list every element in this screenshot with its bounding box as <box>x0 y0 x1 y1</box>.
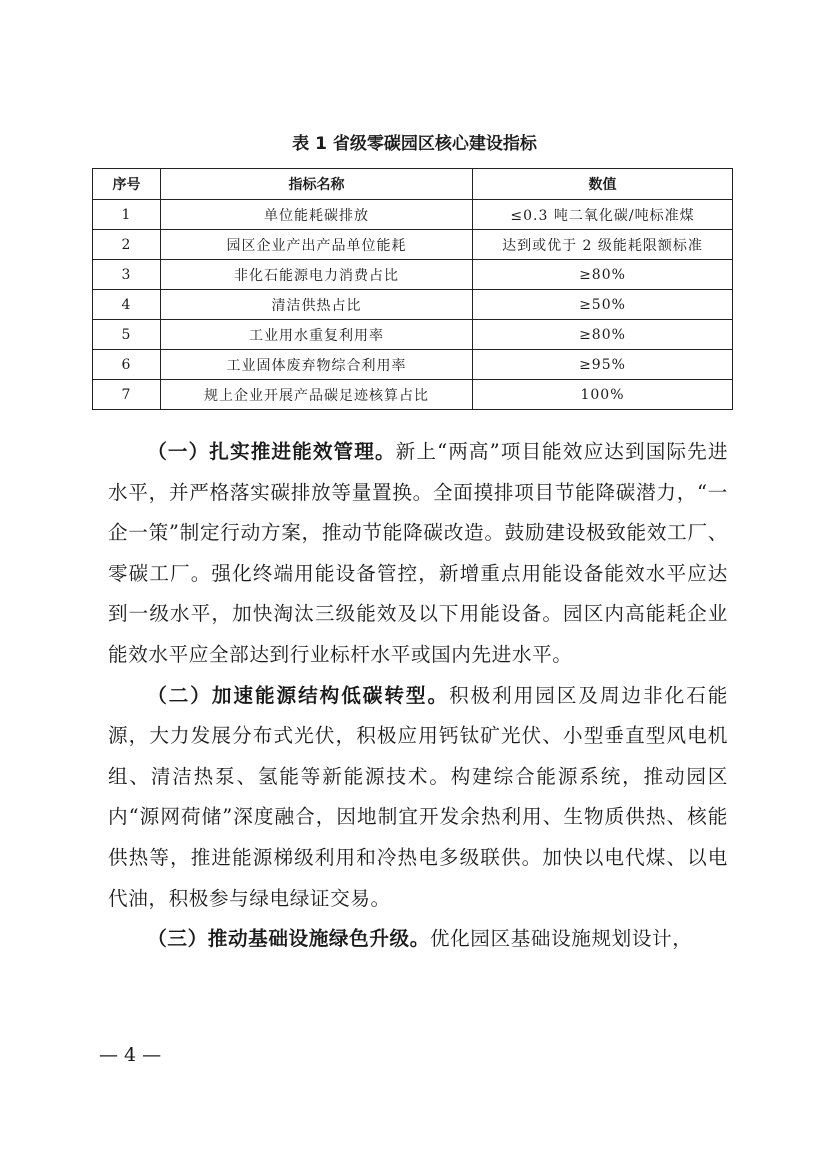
row-number: 4 <box>93 290 161 320</box>
paragraph-energy-structure <box>108 676 728 920</box>
row-indicator-name: 单位能耗碳排放 <box>161 200 473 230</box>
paragraph-text: 优化园区基础设施规划设计， <box>429 927 693 951</box>
row-number: 2 <box>93 230 161 260</box>
paragraph-infrastructure <box>108 919 728 960</box>
row-indicator-name: 清洁供热占比 <box>161 290 473 320</box>
row-value: ≥80% <box>473 260 733 290</box>
table-caption: 表 1 省级零碳园区核心建设指标 <box>292 134 537 154</box>
header-value: 数值 <box>473 169 733 200</box>
row-number: 3 <box>93 260 161 290</box>
header-number: 序号 <box>93 169 161 200</box>
row-value: ≥95% <box>473 350 733 380</box>
row-value: ≥80% <box>473 320 733 350</box>
table-header-row <box>93 169 733 200</box>
indicator-table <box>92 168 733 410</box>
table-row <box>93 290 733 320</box>
header-indicator-name: 指标名称 <box>161 169 473 200</box>
paragraph-heading: （三）推动基础设施绿色升级。 <box>147 927 430 951</box>
table-row <box>93 230 733 260</box>
table-row <box>93 260 733 290</box>
row-value: 达到或优于 2 级能耗限额标准 <box>473 230 733 260</box>
paragraph-text: 新上“两高”项目能效应达到国际先进水平，并严格落实碳排放等量置换。全面摸排项目节能降碳潜力，“一企一策”制定行动方案，推动节能降碳改造。鼓励建设极致能效工厂、零碳工厂。强化终端用能设备管控，新增重点用能设备能效水平应达到一级水平，加快淘汰三级能效及以下用能设备。园区内高能耗企业能效水平应全部达到行业标杆水平或国内先进水平。 <box>108 440 729 666</box>
paragraph-heading: （二）加速能源结构低碳转型。 <box>147 683 450 707</box>
row-number: 5 <box>93 320 161 350</box>
paragraph-text: 积极利用园区及周边非化石能源，大力发展分布式光伏，积极应用钙钛矿光伏、小型垂直型风电机组、清洁热泵、氢能等新能源技术。构建综合能源系统，推动园区内“源网荷储”深度融合，因地制宜开发余热利用、生物质供热、核能供热等，推进能源梯级利用和冷热电多级联供。加快以电代煤、以电代油，积极参与绿电绿证交易。 <box>108 683 728 910</box>
row-indicator-name: 工业固体废弃物综合利用率 <box>161 350 473 380</box>
row-value: ≤0.3 吨二氧化碳/吨标准煤 <box>473 200 733 230</box>
row-indicator-name: 规上企业开展产品碳足迹核算占比 <box>161 380 473 410</box>
row-indicator-name: 非化石能源电力消费占比 <box>161 260 473 290</box>
row-number: 6 <box>93 350 161 380</box>
row-value: ≥50% <box>473 290 733 320</box>
table-row <box>93 320 733 350</box>
table-row <box>93 350 733 380</box>
table-row <box>93 380 733 410</box>
row-number: 1 <box>93 200 161 230</box>
paragraph-heading: （一）扎实推进能效管理。 <box>147 440 396 463</box>
row-value: 100% <box>473 380 733 410</box>
row-number: 7 <box>93 380 161 410</box>
paragraph-energy-efficiency <box>108 432 728 676</box>
body-text <box>108 432 728 960</box>
table-row <box>93 200 733 230</box>
row-indicator-name: 工业用水重复利用率 <box>161 320 473 350</box>
row-indicator-name: 园区企业产出产品单位能耗 <box>161 230 473 260</box>
page-number: — 4 — <box>99 1044 162 1066</box>
